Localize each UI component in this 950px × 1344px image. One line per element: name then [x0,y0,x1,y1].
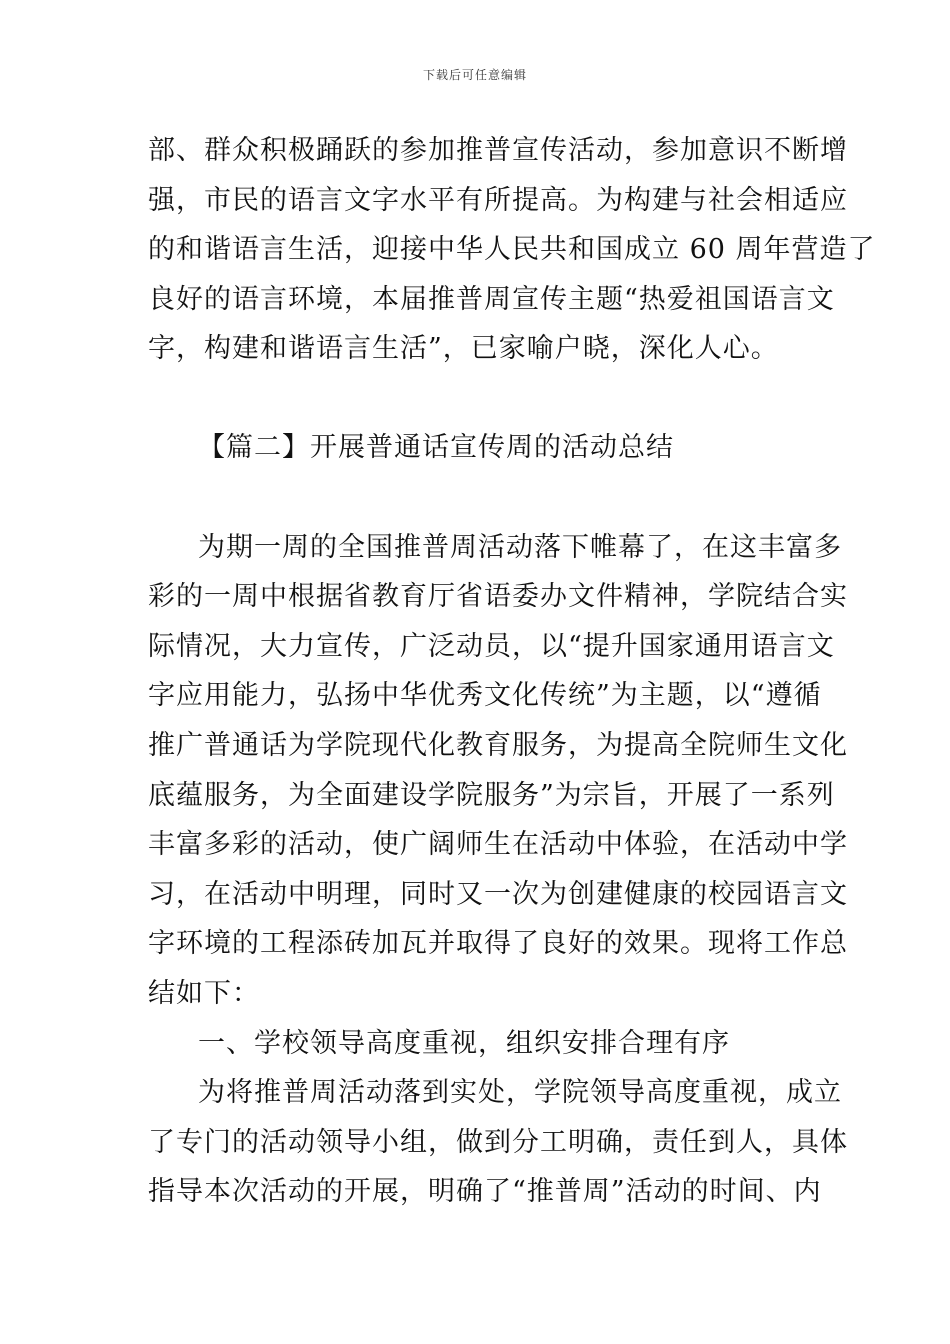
paragraph-line: 强，市民的语言文字水平有所提高。为构建与社会相适应 [148,185,848,216]
paragraph-line: 为将推普周活动落到实处，学院领导高度重视，成立 [198,1077,842,1108]
paragraph-line: 指导本次活动的开展，明确了“推普周”活动的时间、内 [148,1176,822,1207]
paragraph-line: 部、群众积极踊跃的参加推普宣传活动，参加意识不断增 [148,135,848,166]
paragraph-line: 字，构建和谐语言生活”，已家喻户晓，深化人心。 [148,333,779,364]
paragraph-line: 字环境的工程添砖加瓦并取得了良好的效果。现将工作总 [148,928,848,959]
paragraph-line: 为期一周的全国推普周活动落下帷幕了，在这丰富多 [198,532,842,563]
paragraph-line: 彩的一周中根据省教育厅省语委办文件精神，学院结合实 [148,581,848,612]
paragraph-line: 丰富多彩的活动，使广阔师生在活动中体验，在活动中学 [148,829,848,860]
subheading: 一、学校领导高度重视，组织安排合理有序 [198,1028,730,1059]
paragraph-line: 习，在活动中明理，同时又一次为创建健康的校园语言文 [148,879,848,910]
paragraph-line: 际情况，大力宣传，广泛动员，以“提升国家通用语言文 [148,631,835,662]
paragraph-line: 良好的语言环境，本届推普周宣传主题“热爱祖国语言文 [148,284,835,315]
paragraph-line: 字应用能力，弘扬中华优秀文化传统”为主题，以“遵循 [148,680,822,711]
paragraph-line: 推广普通话为学院现代化教育服务，为提高全院师生文化 [148,730,848,761]
header-note: 下载后可任意编辑 [422,68,527,82]
section-heading: 【篇二】开展普通话宣传周的活动总结 [198,432,674,463]
paragraph-line: 的和谐语言生活，迎接中华人民共和国成立 60 周年营造了 [148,234,876,265]
paragraph-line: 结如下： [148,978,260,1009]
paragraph-line: 了专门的活动领导小组，做到分工明确，责任到人，具体 [148,1127,848,1158]
paragraph-line: 底蕴服务，为全面建设学院服务”为宗旨，开展了一系列 [148,780,835,811]
